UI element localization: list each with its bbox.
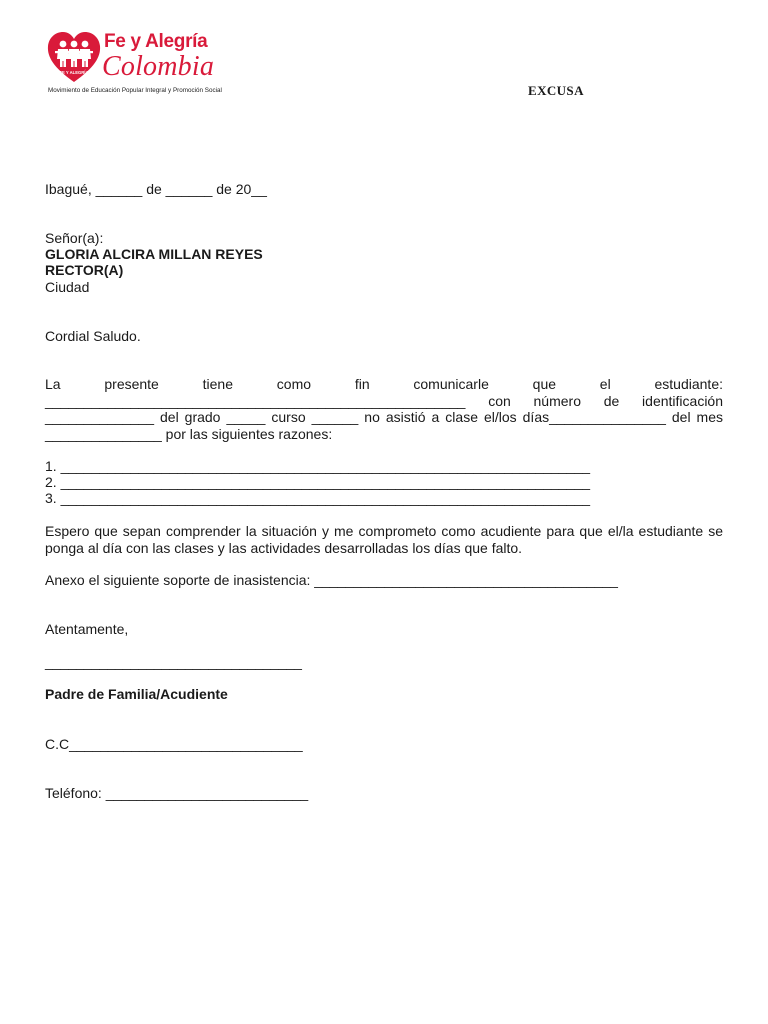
logo-title: Fe y Alegría <box>104 31 208 52</box>
commitment-paragraph: Espero que sepan comprender la situación y me comprometo como acudiente para que el/la estudiante se ponga al día con las clases y las actividades desarrolladas los días que falto. <box>45 523 723 556</box>
recipient-name: GLORIA ALCIRA MILLAN REYES <box>45 246 263 262</box>
reason-2: 2. ____________________________________________________________________ <box>45 474 591 490</box>
salutation-to: Señor(a): <box>45 230 104 246</box>
logo-tagline: Movimiento de Educación Popular Integral y Promoción Social <box>48 87 222 94</box>
document-title: EXCUSA <box>528 83 584 98</box>
signature-line: _________________________________ <box>45 654 302 670</box>
fe-y-alegria-logo <box>46 30 221 100</box>
annex-line: Anexo el siguiente soporte de inasistencia: _______________________________________ <box>45 572 618 588</box>
reason-1: 1. ____________________________________________________________________ <box>45 458 591 474</box>
signer-role: Padre de Familia/Acudiente <box>45 686 228 702</box>
heart-text: FE Y ALEGRÍA <box>59 70 89 75</box>
logo-subtitle: Colombia <box>102 51 215 82</box>
closing: Atentamente, <box>45 621 129 637</box>
recipient-city: Ciudad <box>45 279 90 295</box>
phone-line: Teléfono: __________________________ <box>45 785 309 801</box>
id-line: C.C______________________________ <box>45 736 303 752</box>
reason-3: 3. ____________________________________________________________________ <box>45 490 591 506</box>
heart-logo-icon <box>46 30 102 86</box>
greeting: Cordial Saludo. <box>45 328 141 344</box>
place-date-line: Ibagué, ______ de ______ de 20__ <box>45 181 267 197</box>
recipient-role: RECTOR(A) <box>45 262 124 278</box>
body-paragraph: La presente tiene como fin comunicarle que el estudiante: ______________________________________________________ con número de identificación ______________ del grado _____ curso ______ no asistió a clase el/los días_______________ del mes _______________ por las siguientes razones: <box>45 376 723 442</box>
